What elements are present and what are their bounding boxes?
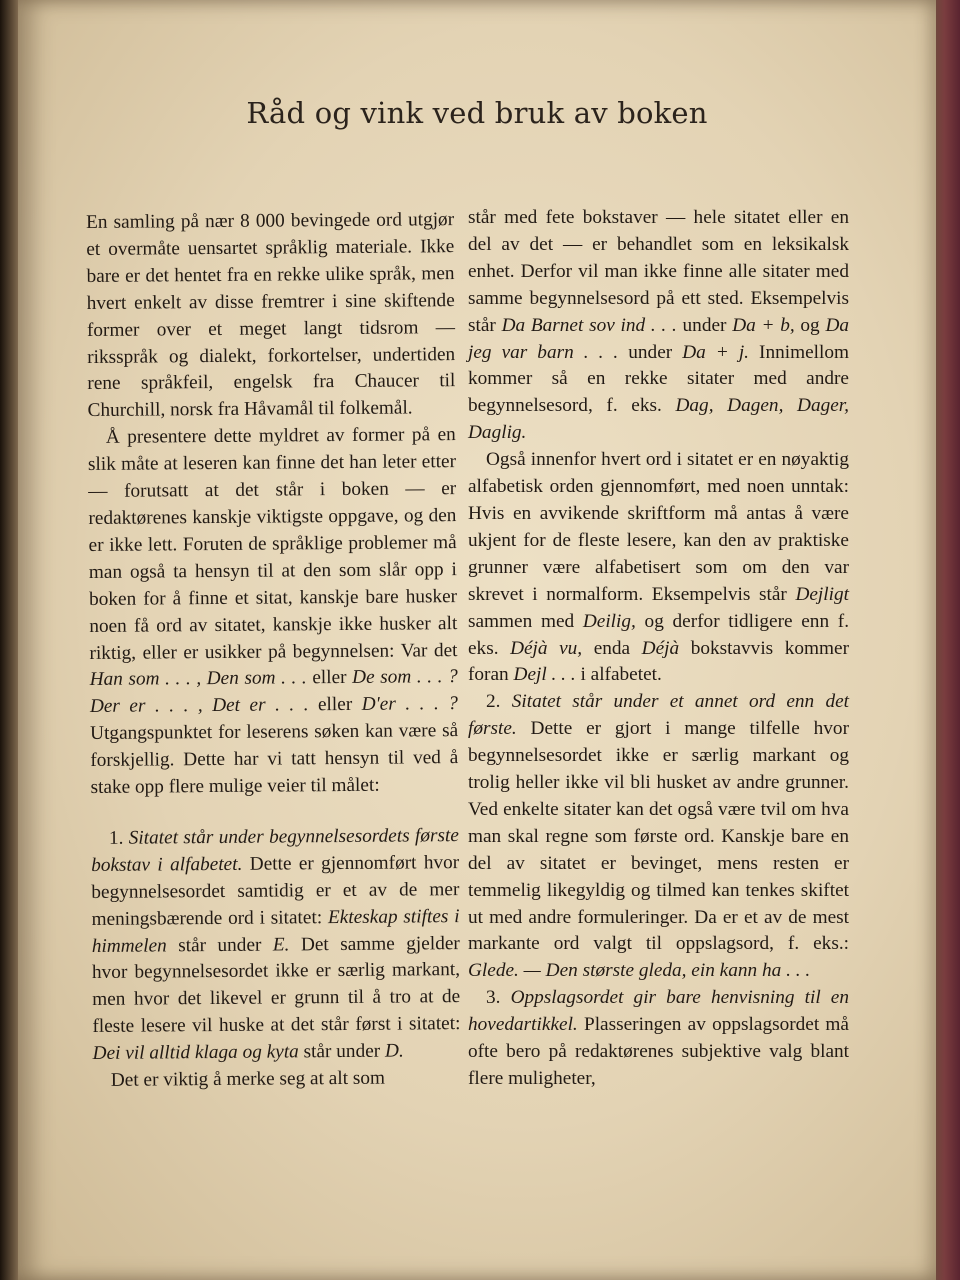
right-paragraph-bold-entries: står med fete bokstaver — hele sitatet eller en del av det — er behandlet som en leksikalsk enhet. Derfor vil man ikke finne alle sitater med samme begynnelsesord på ett sted. Eksempelvis står Da Barnet sov ind . . . under Da + b, og Da jeg var barn . . . under Da + j. Innimellom kommer så en rekke sitater med andre begynnelsesord, f. eks. Dag, Dagen, Dager, Daglig.	[468, 207, 850, 444]
left-paragraph-presentation: Å presentere dette myldret av former på en slik måte at leseren kan finne det han leter etter — forutsatt at det står i boken — er redaktørenes kanskje viktigste oppgave, og den er ikke lett. Foruten de språklige problemer må man også ta hensyn til at den som slår opp i boken for å finne et sitat, kanskje bare husker noen få ord av sitatet, kanskje ikke husker alt riktig, eller er usikker på begynnelsen: Var det Han som . . . , Den som . . . eller De som . . . ? Der er . . . , Det er . . . eller D'er . . . ? Utgangspunktet for leserens søken kan være så forskjellig. Dette har vi tatt hensyn til ved å stake opp flere mulige veier til målet:	[87, 424, 459, 799]
right-paragraph-alphabetic-order: Også innenfor hvert ord i sitatet er en nøyaktig alfabetisk orden gjennomført, med noen unntak: Hvis en avvikende skriftform må antas å være ukjent for de fleste lesere, kan den av praktiske grunner være alfabetisert som om den var skrevet i normalform. Eksempelvis står Dejligt sammen med Deilig, og derfor tidligere enn f. eks. Déjà vu, enda Déjà bokstavvis kommer foran Dejl . . . i alfabetet.	[468, 449, 850, 686]
page-title: Råd og vink ved bruk av boken	[246, 96, 708, 130]
book-page	[18, 0, 936, 1280]
book-spine-left-edge	[0, 0, 20, 1280]
left-column	[86, 207, 461, 1095]
right-column	[468, 205, 849, 1093]
right-paragraph-rule-2: 2. Sitatet står under et annet ord enn det første. Dette er gjort i mange tilfelle hvor begynnelsesordet ikke er særlig markant og trolig heller ikke vil bli husket av andre grunner. Ved enkelte sitater kan det også være tvil om hva man skal regne som første ord. Kanskje bare en del av sitatet er bevinget, mens resten er temmelig likegyldig og tilmed kan tenkes skiftet ut med andre formuleringer. Da er et av de mest markante ord valgt til oppslagsord, f. eks.: Glede. — Den største gleda, ein kann ha . . .	[468, 691, 849, 982]
right-paragraph-rule-3: 3. Oppslagsordet gir bare henvisning til en hovedartikkel. Plasseringen av oppslagsordet må ofte bero på redaktørenes subjektive valg blant flere muligheter,	[468, 987, 850, 1089]
left-paragraph-intro: En samling på nær 8 000 bevingede ord utgjør et overmåte uensartet språklig materiale. Ikke bare er det hentet fra en rekke ulike språk, men hvert enkelt av disse fremtrer i sine skiftende former over et meget langt tidsrom — riksspråk og dialekt, forkortelser, undertiden rene språkfeil, engelsk fra Chaucer til Churchill, norsk fra Håvamål til folkemål.	[86, 209, 456, 422]
left-paragraph-rule-1: 1. Sitatet står under begynnelsesordets første bokstav i alfabetet. Dette er gjennomført hvor begynnelsesordet samtidig er et av de mer meningsbærende ord i sitatet: Ekteskap stiftes i himmelen står under E. Det samme gjelder hvor begynnelsesordet ikke er særlig markant, men hvor det likevel er grunn til å tro at de fleste lesere vil huske at det står først i sitatet: Dei vil alltid klaga og kyta står under D.	[91, 825, 461, 1065]
book-cover-right-edge	[934, 0, 960, 1280]
left-paragraph-note: Det er viktig å merke seg at alt som	[110, 1067, 386, 1091]
